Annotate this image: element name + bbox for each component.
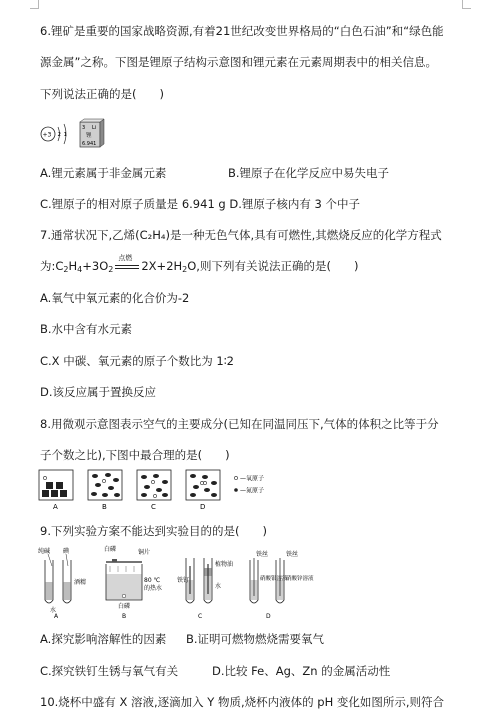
q9-setup-a bbox=[38, 547, 86, 618]
q9-option-d: D.比较 Fe、Ag、Zn 的金属活动性 bbox=[212, 664, 391, 678]
q8-stem-line2: 子个数之比),下图中最合理的是( ) bbox=[40, 448, 230, 462]
q8-label-c: C bbox=[151, 503, 156, 511]
q6-stem-line1: 6.锂矿是重要的国家战略资源,有着21世纪改变世界格局的“白色石油”和“绿色能 bbox=[40, 24, 444, 38]
q7-option-b: B.水中含有水元素 bbox=[40, 322, 133, 336]
label-temp: 80 ℃ bbox=[144, 577, 161, 584]
q9-setup-c bbox=[177, 558, 233, 618]
q6-options-row2 bbox=[40, 197, 360, 211]
q6-stem-line2: 源金属”之称。下图是锂原子结构示意图和锂元素在元素周期表中的相关信息。 bbox=[40, 55, 437, 69]
q6-figure bbox=[38, 118, 108, 154]
label-soda: 纯碱 bbox=[38, 548, 51, 555]
q8-box-c bbox=[137, 470, 171, 500]
label-alcohol: 酒精 bbox=[74, 579, 87, 586]
label-white-phosphorus-top: 白磷 bbox=[104, 546, 117, 553]
q7-equation-line bbox=[40, 254, 359, 277]
q9-letter-c: C bbox=[198, 613, 203, 618]
q8-legend bbox=[234, 475, 264, 495]
label-water: 水 bbox=[50, 607, 57, 614]
label-c-water: 水 bbox=[215, 583, 222, 590]
periodic-table-cell bbox=[80, 119, 104, 147]
q9-figure bbox=[38, 544, 328, 618]
label-hot-water: 的热水 bbox=[144, 585, 163, 592]
q8-figure bbox=[38, 468, 318, 512]
legend-nitrogen: —氮原子 bbox=[240, 487, 265, 495]
nucleus-charge: +3 bbox=[42, 131, 52, 139]
q9-setup-b bbox=[104, 545, 162, 618]
reaction-condition: 点燃 bbox=[118, 254, 133, 262]
q9-letter-d: D bbox=[266, 613, 271, 618]
q6-option-a: A.锂元素属于非金属元素 bbox=[40, 166, 167, 180]
q10-stem-line1: 10.烧杯中盛有 X 溶液,逐滴加入 Y 物质,烧杯内液体的 pH 变化如图所示,则符合 bbox=[40, 695, 445, 709]
eq-subscript: 4 bbox=[77, 265, 83, 274]
q8-label-d: D bbox=[200, 503, 206, 511]
atomic-number: 3 bbox=[82, 125, 86, 131]
q7-option-c: C.X 中碳、氧元素的原子个数比为 1∶2 bbox=[40, 354, 234, 368]
q9-letter-a: A bbox=[54, 613, 59, 618]
label-iron-wire-1: 铁丝 bbox=[256, 551, 269, 558]
eq-text: H bbox=[68, 259, 78, 273]
lithium-atom-diagram bbox=[41, 124, 67, 144]
eq-text: 2X+2H bbox=[141, 259, 183, 273]
element-name: 锂 bbox=[86, 133, 92, 139]
q8-box-b bbox=[88, 470, 122, 500]
label-zinc-nitrate: 硝酸锌溶液 bbox=[286, 576, 314, 582]
q7-option-d: D.该反应属于置换反应 bbox=[40, 385, 157, 399]
q6-option-c: C.锂原子的相对原子质量是 6.941 g bbox=[40, 197, 226, 211]
shell-electrons-1: 2 bbox=[57, 132, 61, 138]
q9-option-a: A.探究影响溶解性的因素 bbox=[40, 632, 167, 646]
q9-setup-d bbox=[250, 550, 314, 618]
label-copper-plate: 铜片 bbox=[138, 549, 151, 556]
eq-text: O,则下列有关说法正确的是( ) bbox=[187, 259, 359, 273]
label-iron-nail: 铁钉 bbox=[177, 577, 190, 584]
q7-option-a: A.氧气中氧元素的化合价为-2 bbox=[40, 291, 190, 305]
q9-stem-line1: 9.下列实验方案不能达到实验目的的是( ) bbox=[40, 524, 267, 538]
element-symbol: Li bbox=[92, 125, 97, 131]
eq-subscript: 2 bbox=[63, 265, 69, 274]
q7-stem-line1: 7.通常状况下,乙烯(C₂H₄)是一种无色气体,具有可燃性,其燃烧反应的化学方程式 bbox=[40, 228, 442, 242]
legend-oxygen: —氧原子 bbox=[240, 475, 265, 483]
page-corner-mark bbox=[462, 0, 471, 9]
q6-stem-line3: 下列说法正确的是( ) bbox=[40, 87, 164, 101]
q8-stem-line1: 8.用微观示意图表示空气的主要成分(已知在同温同压下,气体的体积之比等于分 bbox=[40, 417, 439, 431]
eq-subscript: 2 bbox=[108, 265, 114, 274]
reaction-arrow bbox=[113, 254, 141, 273]
eq-text: +3O bbox=[82, 259, 109, 273]
label-silver-nitrate: 硝酸银溶液 bbox=[260, 576, 288, 582]
q6-option-d: D.锂原子核内有 3 个中子 bbox=[229, 197, 361, 211]
q8-label-a: A bbox=[53, 503, 58, 511]
q8-box-a bbox=[39, 470, 73, 500]
page-corner-mark bbox=[30, 0, 39, 9]
atomic-mass: 6.941 bbox=[82, 141, 97, 147]
q8-label-b: B bbox=[102, 503, 107, 511]
label-white-phosphorus-bottom: 白磷 bbox=[118, 603, 131, 610]
label-vegetable-oil: 植物油 bbox=[215, 561, 234, 568]
eq-text: 为:C bbox=[40, 259, 64, 273]
q9-letter-b: B bbox=[122, 613, 127, 618]
label-iodine: 碘 bbox=[63, 548, 70, 555]
q6-option-b: B.锂原子在化学反应中易失电子 bbox=[228, 166, 390, 180]
q8-box-d bbox=[186, 470, 220, 500]
label-iron-wire-2: 铁丝 bbox=[286, 551, 299, 558]
shell-electrons-2: 1 bbox=[63, 132, 67, 138]
q9-option-c: C.探究铁钉生锈与氧气有关 bbox=[40, 664, 179, 678]
q9-option-b: B.证明可燃物燃烧需要氧气 bbox=[186, 632, 325, 646]
eq-subscript: 2 bbox=[182, 265, 188, 274]
